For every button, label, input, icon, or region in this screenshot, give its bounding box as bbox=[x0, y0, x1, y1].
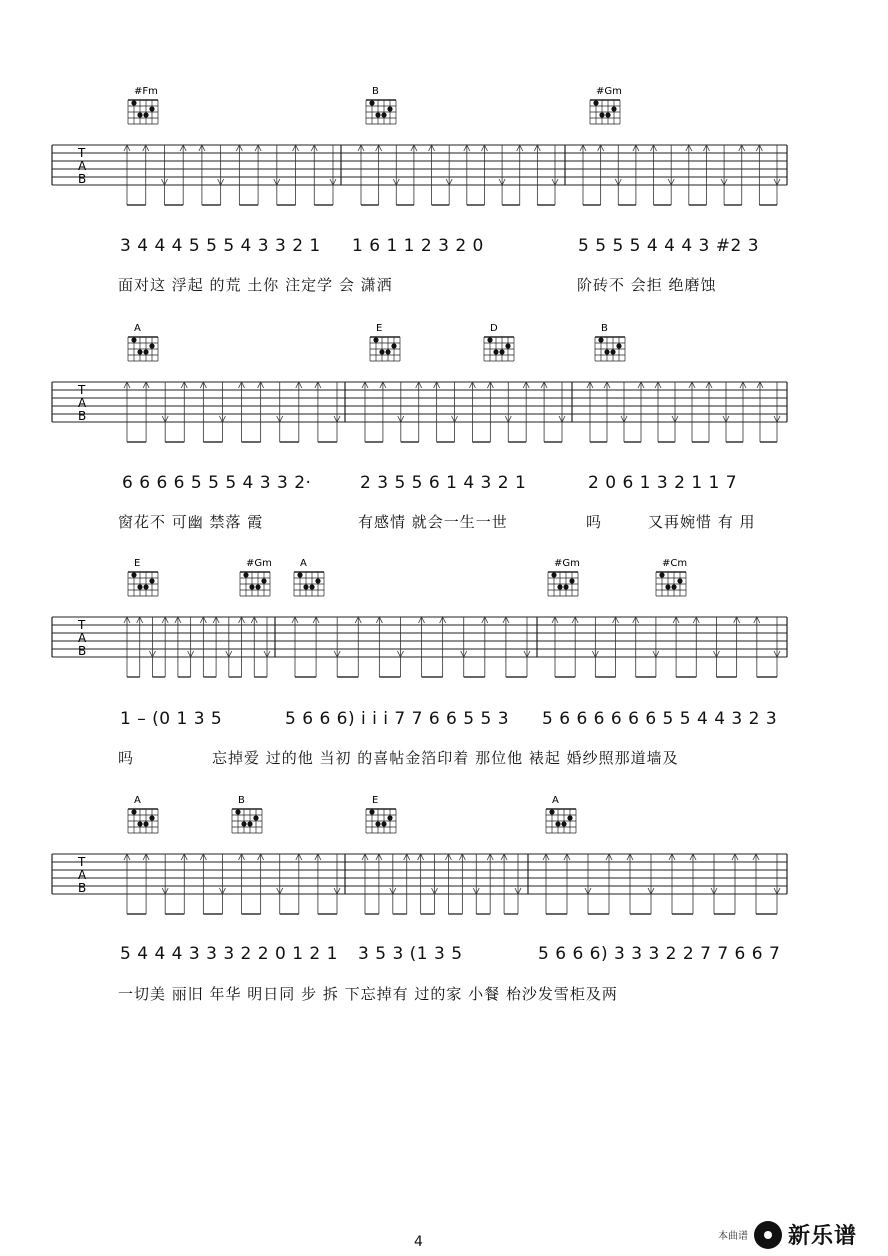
numbered-notation: 2 0 6 1 3 2 1 1 7 bbox=[588, 473, 738, 493]
chord-finger-dot bbox=[611, 106, 616, 111]
chord-finger-dot bbox=[137, 821, 142, 826]
chord-finger-dot bbox=[249, 584, 254, 589]
chord-name: #Gm bbox=[596, 86, 622, 97]
chord-finger-dot bbox=[255, 584, 260, 589]
brand-name: 新乐谱 bbox=[788, 1224, 858, 1249]
chord-finger-dot bbox=[499, 349, 504, 354]
chord-finger-dot bbox=[149, 815, 154, 820]
numbered-notation: 5 5 5 5 4 4 4 3 #2 3 bbox=[578, 236, 760, 256]
chord-finger-dot bbox=[381, 112, 386, 117]
chord-finger-dot bbox=[567, 815, 572, 820]
numbered-notation: 5 6 6 6) i i i 7 7 6 6 5 5 3 bbox=[285, 709, 510, 729]
chord-finger-dot bbox=[677, 578, 682, 583]
chord-finger-dot bbox=[487, 337, 492, 342]
chord-finger-dot bbox=[149, 578, 154, 583]
tab-clef-letter: T bbox=[78, 618, 86, 632]
chord-name: B bbox=[372, 86, 379, 97]
chord-finger-dot bbox=[505, 343, 510, 348]
tab-clef-letter: B bbox=[78, 172, 87, 186]
chord-name: A bbox=[300, 558, 307, 569]
chord-finger-dot bbox=[385, 349, 390, 354]
footer-label: 本曲谱 bbox=[718, 1231, 748, 1242]
chord-finger-dot bbox=[143, 584, 148, 589]
chord-finger-dot bbox=[549, 809, 554, 814]
chord-finger-dot bbox=[297, 572, 302, 577]
chord-finger-dot bbox=[369, 809, 374, 814]
chord-finger-dot bbox=[605, 112, 610, 117]
numbered-notation: 5 4 4 4 3 3 3 2 2 0 1 2 1 bbox=[120, 944, 338, 964]
chord-finger-dot bbox=[665, 584, 670, 589]
numbered-notation: 5 6 6 6) 3 3 3 2 2 7 7 6 6 7 bbox=[538, 944, 781, 964]
chord-name: #Fm bbox=[134, 86, 158, 97]
chord-finger-dot bbox=[131, 572, 136, 577]
tab-clef-letter: A bbox=[78, 159, 87, 173]
chord-name: B bbox=[238, 795, 245, 806]
chord-finger-dot bbox=[671, 584, 676, 589]
numbered-notation: 6 6 6 6 5 5 5 4 3 3 2· bbox=[122, 473, 312, 493]
chord-finger-dot bbox=[659, 572, 664, 577]
chord-finger-dot bbox=[261, 578, 266, 583]
numbered-notation: 1 6 1 1 2 3 2 0 bbox=[352, 236, 484, 256]
chord-finger-dot bbox=[131, 100, 136, 105]
tab-clef-letter: A bbox=[78, 396, 87, 410]
chord-finger-dot bbox=[610, 349, 615, 354]
chord-finger-dot bbox=[604, 349, 609, 354]
chord-finger-dot bbox=[555, 821, 560, 826]
chord-finger-dot bbox=[569, 578, 574, 583]
chord-finger-dot bbox=[235, 809, 240, 814]
page-number: 4 bbox=[414, 1234, 423, 1250]
tab-clef-letter: B bbox=[78, 644, 87, 658]
chord-finger-dot bbox=[375, 112, 380, 117]
tab-clef-letter: B bbox=[78, 881, 87, 895]
chord-finger-dot bbox=[387, 106, 392, 111]
lyrics-line: 窗花不 可幽 禁落 霞 bbox=[118, 513, 264, 531]
lyrics-line: 又再婉惜 有 用 bbox=[648, 513, 756, 531]
lyrics-line: 忘掉爱 过的他 当初 的喜帖金箔印着 那位他 裱起 婚纱照那道墙及 bbox=[212, 749, 679, 767]
chord-finger-dot bbox=[379, 349, 384, 354]
chord-finger-dot bbox=[131, 809, 136, 814]
chord-finger-dot bbox=[391, 343, 396, 348]
chord-finger-dot bbox=[309, 584, 314, 589]
chord-finger-dot bbox=[149, 106, 154, 111]
chord-finger-dot bbox=[247, 821, 252, 826]
chord-finger-dot bbox=[593, 100, 598, 105]
chord-finger-dot bbox=[243, 572, 248, 577]
tab-clef-letter: T bbox=[78, 383, 86, 397]
tab-clef-letter: A bbox=[78, 868, 87, 882]
chord-finger-dot bbox=[137, 112, 142, 117]
chord-finger-dot bbox=[143, 821, 148, 826]
tab-clef-letter: A bbox=[78, 631, 87, 645]
chord-name: #Gm bbox=[554, 558, 580, 569]
chord-finger-dot bbox=[373, 337, 378, 342]
chord-name: #Cm bbox=[662, 558, 688, 569]
lyrics-line: 有感情 就会一生一世 bbox=[358, 513, 508, 531]
numbered-notation: 5 6 6 6 6 6 6 5 5 4 4 3 2 3 bbox=[542, 709, 778, 729]
tab-clef-letter: T bbox=[78, 855, 86, 869]
chord-finger-dot bbox=[375, 821, 380, 826]
numbered-notation: 3 4 4 4 5 5 5 4 3 3 2 1 bbox=[120, 236, 321, 256]
chord-name: B bbox=[601, 323, 608, 334]
lyrics-line: 吗 bbox=[586, 513, 603, 531]
chord-name: E bbox=[376, 323, 383, 334]
chord-name: D bbox=[490, 323, 498, 334]
tab-clef-letter: B bbox=[78, 409, 87, 423]
chord-finger-dot bbox=[557, 584, 562, 589]
chord-finger-dot bbox=[241, 821, 246, 826]
lyrics-line: 一切美 丽旧 年华 明日同 步 拆 下忘掉有 过的家 小餐 枱沙发雪柜及两 bbox=[118, 985, 618, 1003]
chord-finger-dot bbox=[493, 349, 498, 354]
chord-name: #Gm bbox=[246, 558, 272, 569]
numbered-notation: 1 – (0 1 3 5 bbox=[120, 709, 223, 729]
chord-finger-dot bbox=[253, 815, 258, 820]
tab-clef-letter: T bbox=[78, 146, 86, 160]
chord-finger-dot bbox=[616, 343, 621, 348]
lyrics-line: 面对这 浮起 的荒 土你 注定学 会 潇洒 bbox=[118, 276, 393, 294]
numbered-notation: 3 5 3 (1 3 5 bbox=[358, 944, 463, 964]
chord-finger-dot bbox=[387, 815, 392, 820]
chord-finger-dot bbox=[563, 584, 568, 589]
chord-name: E bbox=[134, 558, 141, 569]
chord-finger-dot bbox=[315, 578, 320, 583]
chord-name: A bbox=[134, 323, 141, 334]
chord-finger-dot bbox=[381, 821, 386, 826]
lyrics-line: 吗 bbox=[118, 749, 135, 767]
chord-finger-dot bbox=[369, 100, 374, 105]
chord-name: E bbox=[372, 795, 379, 806]
disc-icon bbox=[754, 1221, 782, 1249]
chord-finger-dot bbox=[303, 584, 308, 589]
chord-name: A bbox=[552, 795, 559, 806]
chord-finger-dot bbox=[131, 337, 136, 342]
chord-name: A bbox=[134, 795, 141, 806]
lyrics-line: 阶砖不 会拒 绝磨蚀 bbox=[577, 276, 717, 294]
chord-finger-dot bbox=[551, 572, 556, 577]
numbered-notation: 2 3 5 5 6 1 4 3 2 1 bbox=[360, 473, 527, 493]
chord-finger-dot bbox=[599, 112, 604, 117]
chord-finger-dot bbox=[598, 337, 603, 342]
chord-finger-dot bbox=[561, 821, 566, 826]
chord-finger-dot bbox=[149, 343, 154, 348]
chord-finger-dot bbox=[143, 112, 148, 117]
chord-finger-dot bbox=[137, 584, 142, 589]
chord-finger-dot bbox=[143, 349, 148, 354]
footer-logo bbox=[718, 1219, 857, 1250]
chord-finger-dot bbox=[137, 349, 142, 354]
